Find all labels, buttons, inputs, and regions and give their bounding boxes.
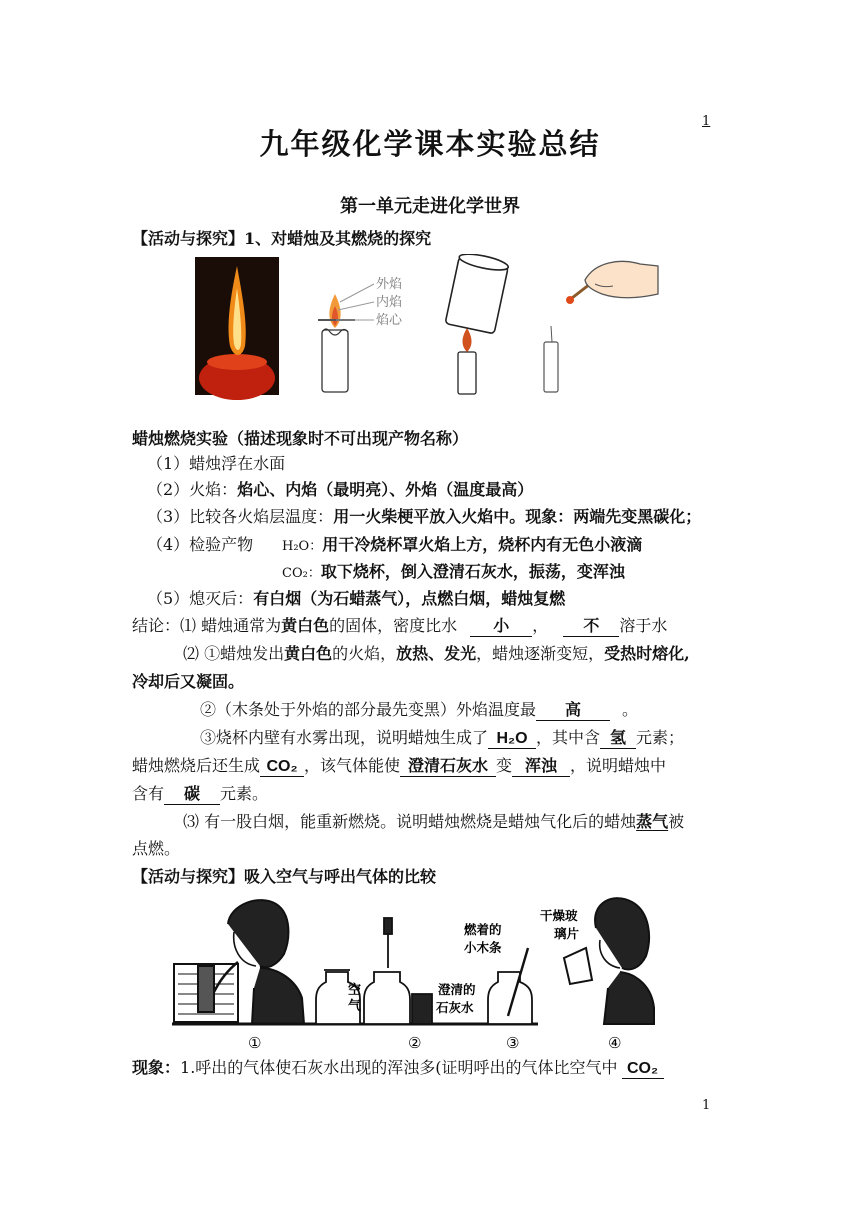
candle-flame-layers [318,284,374,392]
label-glass-1: 干燥玻 [540,908,578,923]
dropper-bottles [364,918,432,1024]
conclusion-6: 含有 碳 元素。 [132,784,269,803]
label-stick-2: 小木条 [464,940,502,955]
activity1-heading: 【活动与探究】1、对蜡烛及其燃烧的探究 [132,229,432,248]
experiment-item-4-h2o: H₂O：用干冷烧杯罩火焰上方，烧杯内有无色小液滴 [282,535,643,554]
page-number-top: 1 [702,114,711,129]
page-number-bottom: 1 [702,1098,711,1113]
breath-comparison-figure [168,888,658,1054]
label-outer-flame: 外焰 [376,277,403,292]
hand-with-match [544,261,658,392]
label-inner-flame: 内焰 [376,295,403,310]
page-title: 九年级化学课本实验总结 [259,127,601,161]
experiment-item-3: （3）比较各火焰层温度：用一火柴梗平放入火焰中。现象：两端先变黑碳化； [147,507,702,526]
conclusion-4: ③烧杯内壁有水雾出现，说明蜡烛生成了 H₂O ，其中含 氢 元素； [200,728,685,747]
label-air-1: 空 [348,983,362,998]
conclusion-8: 点燃。 [132,839,181,858]
conclusion-7: ⑶ 有一股白烟，能重新燃烧。说明蜡烛燃烧是蜡烛气化后的蜡烛蒸气被 [183,812,685,831]
experiment-item-5: （5）熄灭后：有白烟（为石蜡蒸气），点燃白烟，蜡烛复燃 [147,589,566,608]
conclusion-2-line2: 冷却后又凝固。 [132,672,245,691]
label-flame-core: 焰心 [376,313,403,328]
candle-photo [195,257,279,400]
beaker-over-candle [445,254,509,394]
experiment-item-2: （2）火焰：焰心、内焰（最明亮）、外焰（温度最高） [147,480,534,499]
stick-bottle [488,948,532,1024]
unit-title: 第一单元走进化学世界 [340,196,520,217]
label-glass-2: 璃片 [554,926,580,941]
candle-experiment-figure [190,254,660,400]
experiment-item-4: （4）检验产物 [147,535,254,554]
conclusion-2: ⑵ ①蜡烛发出黄白色的火焰，放热、发光，蜡烛逐渐变短，受热时熔化, [183,644,690,663]
experiment-heading: 蜡烛燃烧实验（描述现象时不可出现产物名称） [132,429,469,448]
label-stick-1: 燃着的 [464,922,502,937]
phenomenon-line: 现象：1.呼出的气体使石灰水出现的浑浊多(证明呼出的气体比空气中 CO₂ [132,1057,664,1079]
activity2-heading: 【活动与探究】吸入空气与呼出气体的比较 [132,867,437,886]
label-air-2: 气 [348,999,362,1014]
figure-number-4: ④ [608,1034,622,1052]
figure-number-2: ② [408,1034,422,1052]
figure-number-3: ③ [506,1034,520,1052]
experiment-item-1: （1）蜡烛浮在水面 [147,454,286,473]
figure-number-1: ① [248,1034,262,1052]
person-blowing-figure [174,900,304,1024]
label-limewater-2: 石灰水 [436,1000,474,1015]
label-limewater-1: 澄清的 [438,982,476,997]
conclusion-1: 结论：⑴ 蜡烛通常为黄白色的固体，密度比水 小 ， 不 溶于水 [132,616,668,635]
conclusion-3: ②（木条处于外焰的部分最先变黑）外焰温度最 高 。 [200,700,639,719]
conclusion-5: 蜡烛燃烧后还生成 CO₂ ，该气体能使 澄清石灰水 变 浑浊 ，说明蜡烛中 [132,756,667,775]
experiment-item-4-co2: CO₂：取下烧杯，倒入澄清石灰水，振荡，变浑浊 [282,562,625,581]
